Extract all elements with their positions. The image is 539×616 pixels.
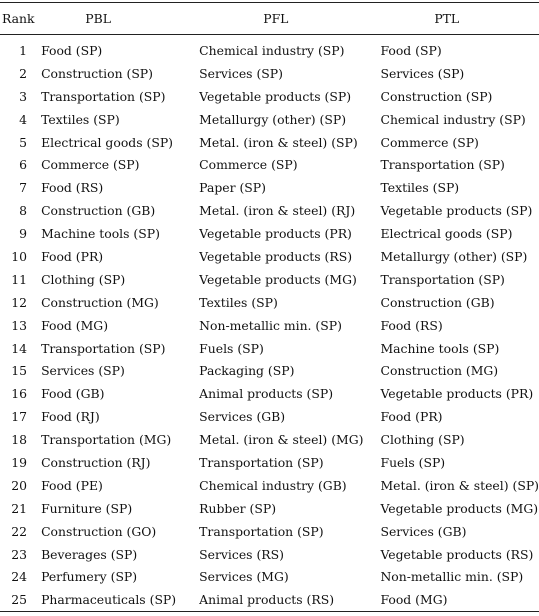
rank-cell: 11 <box>11 271 28 287</box>
rank-cell: 2 <box>19 65 28 81</box>
rank-cell: 16 <box>11 386 28 402</box>
ptl-cell: Machine tools (SP) <box>380 340 500 356</box>
pbl-cell: Services (SP) <box>41 363 125 379</box>
pbl-cell: Machine tools (SP) <box>41 226 160 242</box>
ptl-cell: Non-metallic min. (SP) <box>380 569 524 585</box>
pbl-cell: Transportation (SP) <box>41 88 166 104</box>
header-ptl: PTL <box>434 10 460 26</box>
rank-cell: 22 <box>11 523 28 539</box>
pbl-cell: Commerce (SP) <box>41 157 140 173</box>
pbl-cell: Food (GB) <box>41 386 105 402</box>
table-row <box>0 451 539 474</box>
table-row <box>0 131 539 154</box>
pbl-cell: Food (PR) <box>41 248 104 264</box>
ptl-cell: Food (RS) <box>380 317 443 333</box>
table-row <box>0 474 539 497</box>
table-row <box>0 291 539 314</box>
rank-cell: 4 <box>19 111 28 127</box>
pfl-cell: Fuels (SP) <box>199 340 264 356</box>
rank-cell: 12 <box>11 294 28 310</box>
rank-cell: 3 <box>19 88 28 104</box>
pfl-cell: Chemical industry (GB) <box>199 477 347 493</box>
ptl-cell: Construction (GB) <box>380 294 495 310</box>
pfl-cell: Vegetable products (MG) <box>199 271 357 287</box>
table-row <box>0 359 539 382</box>
table-row <box>0 565 539 588</box>
pfl-cell: Transportation (SP) <box>199 454 324 470</box>
table-row <box>0 543 539 566</box>
ptl-cell: Construction (SP) <box>380 88 493 104</box>
rank-cell: 8 <box>19 203 28 219</box>
header-row <box>0 0 539 34</box>
table-row <box>0 520 539 543</box>
rank-cell: 24 <box>11 569 28 585</box>
rank-cell: 18 <box>11 432 28 448</box>
pbl-cell: Clothing (SP) <box>41 271 126 287</box>
rank-cell: 13 <box>11 317 28 333</box>
pbl-cell: Food (SP) <box>41 42 103 58</box>
table-row <box>0 588 539 611</box>
pfl-cell: Packaging (SP) <box>199 363 295 379</box>
pfl-cell: Rubber (SP) <box>199 500 277 516</box>
pbl-cell: Food (RJ) <box>41 409 100 425</box>
rank-cell: 25 <box>11 592 28 608</box>
pbl-cell: Furniture (SP) <box>41 500 133 516</box>
pfl-cell: Metal. (iron & steel) (SP) <box>199 134 358 150</box>
ptl-cell: Fuels (SP) <box>380 454 446 470</box>
ptl-cell: Services (SP) <box>380 65 465 81</box>
pfl-cell: Services (RS) <box>199 546 284 562</box>
pfl-cell: Animal products (SP) <box>199 386 334 402</box>
pbl-cell: Electrical goods (SP) <box>41 134 174 150</box>
rank-cell: 14 <box>11 340 28 356</box>
pfl-cell: Paper (SP) <box>199 180 266 196</box>
rank-cell: 10 <box>11 248 28 264</box>
table-row <box>0 497 539 520</box>
ptl-cell: Metallurgy (other) (SP) <box>380 248 528 264</box>
pbl-cell: Food (RS) <box>41 180 104 196</box>
ptl-cell: Electrical goods (SP) <box>380 226 513 242</box>
pbl-cell: Construction (SP) <box>41 65 153 81</box>
header-rank: Rank <box>2 10 35 26</box>
pbl-cell: Construction (GB) <box>41 203 156 219</box>
ptl-cell: Food (MG) <box>380 592 448 608</box>
table-row <box>0 405 539 428</box>
table-row <box>0 245 539 268</box>
table-header <box>0 0 539 34</box>
rank-cell: 19 <box>11 454 28 470</box>
pbl-cell: Textiles (SP) <box>41 111 120 127</box>
table-row <box>0 222 539 245</box>
table-row <box>0 337 539 360</box>
rank-cell: 1 <box>19 42 28 58</box>
ptl-cell: Services (GB) <box>380 523 467 539</box>
pfl-cell: Vegetable products (SP) <box>199 88 352 104</box>
pfl-cell: Services (GB) <box>199 409 286 425</box>
header-pbl: PBL <box>85 10 111 26</box>
rank-cell: 20 <box>11 477 28 493</box>
rank-cell: 21 <box>11 500 28 516</box>
pbl-cell: Construction (GO) <box>41 523 157 539</box>
ptl-cell: Metal. (iron & steel) (SP) <box>380 477 539 493</box>
ptl-cell: Transportation (SP) <box>380 271 505 287</box>
rank-cell: 9 <box>19 226 28 242</box>
table-body <box>0 34 539 611</box>
pbl-cell: Transportation (MG) <box>41 432 172 448</box>
header-pfl: PFL <box>263 10 289 26</box>
rank-cell: 6 <box>19 157 28 173</box>
ptl-cell: Textiles (SP) <box>380 180 460 196</box>
ptl-cell: Vegetable products (MG) <box>380 500 539 516</box>
pbl-cell: Construction (MG) <box>41 294 159 310</box>
pfl-cell: Services (MG) <box>199 569 289 585</box>
pfl-cell: Services (SP) <box>199 65 283 81</box>
table-row <box>0 34 539 62</box>
pfl-cell: Animal products (RS) <box>199 592 335 608</box>
ptl-cell: Transportation (SP) <box>380 157 505 173</box>
ptl-cell: Vegetable products (RS) <box>380 546 534 562</box>
pfl-cell: Non-metallic min. (SP) <box>199 317 342 333</box>
table-row <box>0 108 539 131</box>
pbl-cell: Pharmaceuticals (SP) <box>41 592 177 608</box>
table-row <box>0 85 539 108</box>
ptl-cell: Food (SP) <box>380 42 442 58</box>
table-row <box>0 176 539 199</box>
rank-cell: 15 <box>11 363 28 379</box>
pbl-cell: Perfumery (SP) <box>41 569 138 585</box>
pbl-cell: Construction (RJ) <box>41 454 151 470</box>
table-row <box>0 153 539 176</box>
rank-cell: 5 <box>19 134 28 150</box>
table-row <box>0 62 539 85</box>
pfl-cell: Metallurgy (other) (SP) <box>199 111 347 127</box>
pbl-cell: Food (MG) <box>41 317 109 333</box>
ptl-cell: Vegetable products (PR) <box>380 386 534 402</box>
pfl-cell: Metal. (iron & steel) (RJ) <box>199 203 356 219</box>
ptl-cell: Chemical industry (SP) <box>380 111 526 127</box>
pfl-cell: Commerce (SP) <box>199 157 298 173</box>
pfl-cell: Textiles (SP) <box>199 294 278 310</box>
ptl-cell: Vegetable products (SP) <box>380 203 533 219</box>
pbl-cell: Transportation (SP) <box>41 340 166 356</box>
pfl-cell: Vegetable products (RS) <box>199 248 353 264</box>
rank-cell: 7 <box>19 180 28 196</box>
table-row <box>0 428 539 451</box>
pfl-cell: Metal. (iron & steel) (MG) <box>199 432 364 448</box>
pbl-cell: Beverages (SP) <box>41 546 138 562</box>
rank-cell: 23 <box>11 546 28 562</box>
rank-cell: 17 <box>11 409 28 425</box>
pfl-cell: Vegetable products (PR) <box>199 226 352 242</box>
table-row <box>0 382 539 405</box>
table-row <box>0 199 539 222</box>
ptl-cell: Clothing (SP) <box>380 432 465 448</box>
ptl-cell: Food (PR) <box>380 409 443 425</box>
pfl-cell: Chemical industry (SP) <box>199 42 345 58</box>
table-row <box>0 268 539 291</box>
ptl-cell: Construction (MG) <box>380 363 499 379</box>
pbl-cell: Food (PE) <box>41 477 103 493</box>
table-row <box>0 314 539 337</box>
pfl-cell: Transportation (SP) <box>199 523 324 539</box>
ptl-cell: Commerce (SP) <box>380 134 479 150</box>
